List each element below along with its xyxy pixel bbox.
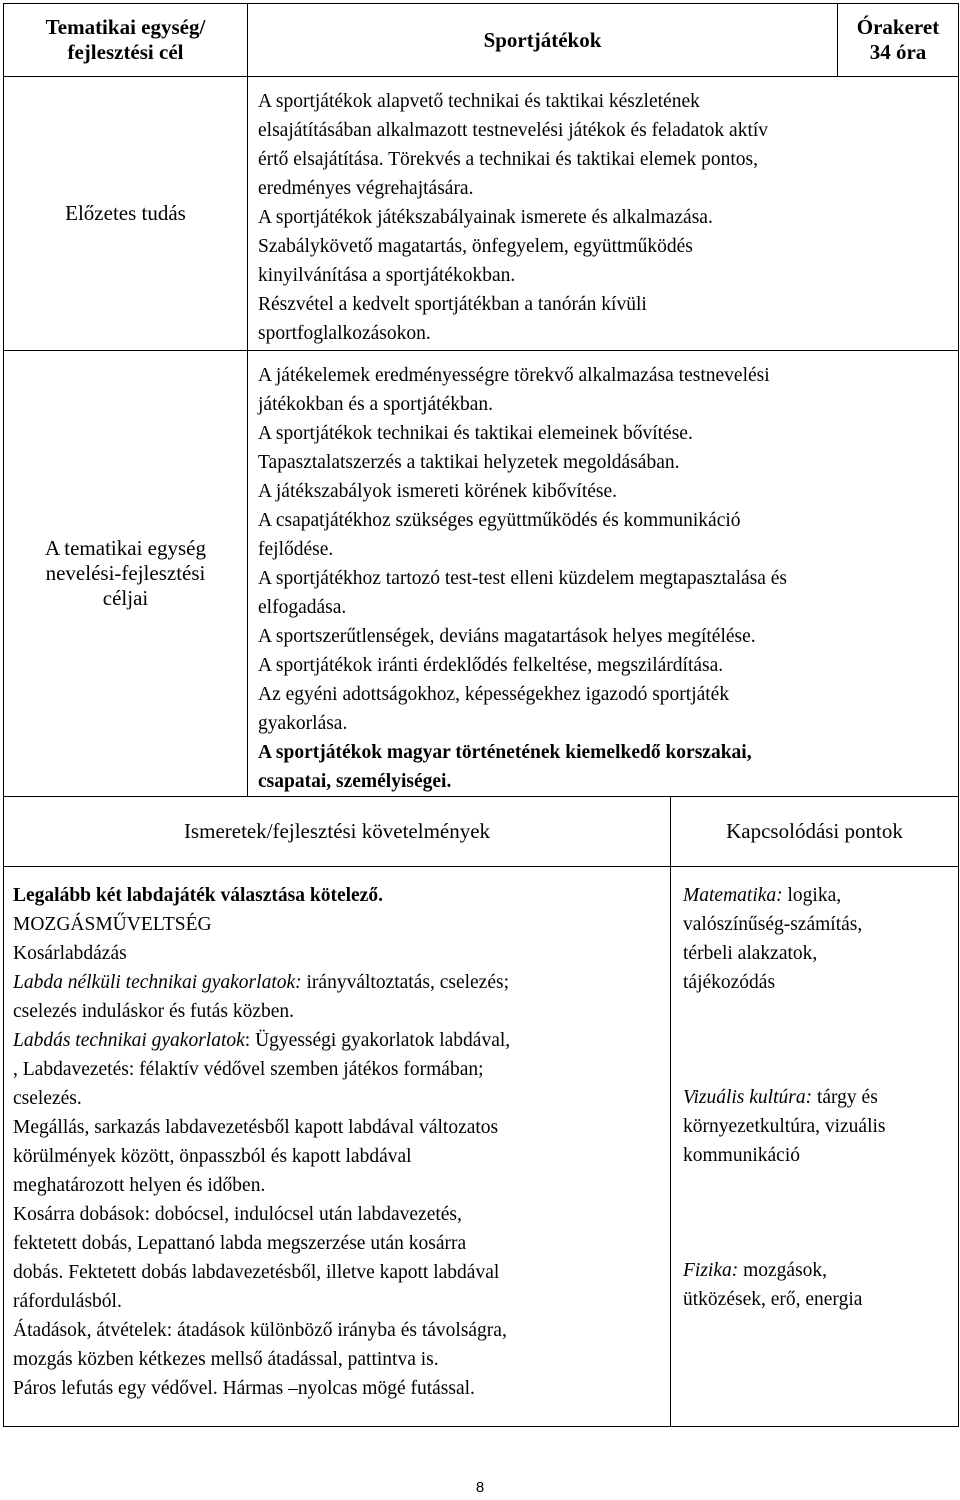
goals-label-line1: A tematikai egység	[45, 536, 206, 560]
prior-line: értő elsajátítása. Törekvés a technikai és taktikai elemek pontos,	[258, 149, 758, 170]
table-border-right	[958, 3, 959, 1427]
requirements-line: fektetett dobás, Lepattanó labda megszerzése után kosárra	[13, 1233, 467, 1254]
requirements-italic-term: Labdás technikai gyakorlatok	[13, 1030, 245, 1051]
requirements-line: Kosárra dobások: dobócsel, indulócsel után labdavezetés,	[13, 1204, 462, 1225]
connection-line: környezetkultúra, vizuális	[683, 1116, 886, 1137]
connection-subject-visual: Vizuális kultúra:	[683, 1087, 813, 1108]
prior-line: A sportjátékok játékszabályainak ismerete és alkalmazása.	[258, 207, 713, 228]
connection-line: valószínűség-számítás,	[683, 914, 863, 935]
goals-label-cell	[4, 351, 247, 796]
requirements-line: dobás. Fektetett dobás labdavezetésből, illetve kapott labdával	[13, 1262, 500, 1283]
connections-content	[683, 881, 955, 1314]
hours-value: 34 óra	[869, 40, 927, 64]
page-title: Sportjátékok	[483, 27, 602, 52]
requirements-header-cell	[4, 797, 670, 866]
prior-line: kinyilvánítása a sportjátékokban.	[258, 265, 516, 286]
connection-subject-math: Matematika:	[683, 885, 783, 906]
prior-line: A sportjátékok alapvető technikai és taktikai készletének	[258, 91, 700, 112]
requirements-line: Megállás, sarkazás labdavezetésből kapott labdával változatos	[13, 1117, 499, 1138]
col-divider-connections	[670, 796, 671, 1427]
connection-line: térbeli alakzatok,	[683, 943, 818, 964]
requirements-category: MOZGÁSMŰVELTSÉG	[13, 914, 212, 935]
goal-line: elfogadása.	[258, 597, 347, 618]
requirements-line: Labda nélküli technikai gyakorlatok: irányváltoztatás, cselezés;	[13, 972, 509, 993]
goals-content	[258, 361, 948, 796]
prior-knowledge-label-cell	[4, 77, 247, 350]
hours-label: Órakeret	[856, 15, 940, 39]
prior-knowledge-content	[258, 87, 948, 348]
goal-line: A sportszerűtlenségek, deviáns magatartások helyes megítélése.	[258, 626, 756, 647]
header-topic-line2: fejlesztési cél	[67, 40, 184, 64]
requirements-header: Ismeretek/fejlesztési követelmények	[183, 819, 491, 843]
goal-line: gyakorlása.	[258, 713, 348, 734]
table-border-bottom	[3, 1426, 958, 1427]
goal-line: játékokban és a sportjátékban.	[258, 394, 493, 415]
connections-header-cell	[671, 797, 958, 866]
requirements-line: Átadások, átvételek: átadások különböző irányba és távolságra,	[13, 1320, 507, 1341]
header-hours-cell	[838, 4, 958, 76]
requirements-line: meghatározott helyen és időben.	[13, 1175, 266, 1196]
goal-line: A sportjátékok technikai és taktikai elemeinek bővítése.	[258, 423, 693, 444]
connection-line: kommunikáció	[683, 1145, 800, 1166]
requirements-italic-term: Labda nélküli technikai gyakorlatok:	[13, 972, 302, 993]
prior-knowledge-label: Előzetes tudás	[65, 201, 186, 225]
header-topic-line1: Tematikai egység/	[45, 15, 206, 39]
requirements-line: körülmények között, önpasszból és kapott labdával	[13, 1146, 412, 1167]
row-divider-subheaders	[3, 866, 958, 867]
requirements-line: cselezés induláskor és futás közben.	[13, 1001, 295, 1022]
goals-label-line2: nevelési-fejlesztési	[45, 561, 206, 585]
requirements-line: Labdás technikai gyakorlatok: Ügyességi gyakorlatok labdával,	[13, 1030, 511, 1051]
requirements-sport: Kosárlabdázás	[13, 943, 127, 964]
goal-bold-line: A sportjátékok magyar történetének kiemelkedő korszakai,	[258, 742, 752, 763]
requirements-line: ráfordulásból.	[13, 1291, 122, 1312]
requirements-line: , Labdavezetés: félaktív védővel szemben játékos formában;	[13, 1059, 484, 1080]
connection-math: Matematika: logika, valószínűség-számítás, térbeli alakzatok, tájékozódás	[683, 881, 955, 997]
goal-line: Tapasztalatszerzés a taktikai helyzetek megoldásában.	[258, 452, 680, 473]
header-title-cell	[248, 4, 837, 76]
requirements-line: Páros lefutás egy védővel. Hármas –nyolcas mögé futással.	[13, 1378, 475, 1399]
connection-line: ütközések, erő, energia	[683, 1289, 863, 1310]
prior-line: elsajátításában alkalmazott testnevelési játékok és feladatok aktív	[258, 120, 769, 141]
connection-line: tájékozódás	[683, 972, 776, 993]
requirements-line: mozgás közben kétkezes mellső átadással, pattintva is.	[13, 1349, 439, 1370]
requirements-intro: Legalább két labdajáték választása kötelező.	[13, 885, 383, 906]
goal-bold-line: csapatai, személyiségei.	[258, 771, 452, 792]
goal-line: A sportjátékok iránti érdeklődés felkeltése, megszilárdítása.	[258, 655, 724, 676]
connections-header: Kapcsolódási pontok	[726, 819, 903, 843]
requirements-line: cselezés.	[13, 1088, 82, 1109]
page-number: 8	[475, 1479, 485, 1496]
connection-subject-physics: Fizika:	[683, 1260, 739, 1281]
connection-physics: Fizika: mozgások, ütközések, erő, energia	[683, 1256, 955, 1314]
requirements-content	[13, 881, 668, 1403]
prior-line: Szabálykövető magatartás, önfegyelem, együttműködés	[258, 236, 693, 257]
goals-label-line3: céljai	[102, 586, 149, 610]
prior-line: eredményes végrehajtására.	[258, 178, 474, 199]
goal-line: Az egyéni adottságokhoz, képességekhez igazodó sportjáték	[258, 684, 730, 705]
prior-line: sportfoglalkozásokon.	[258, 323, 431, 344]
connection-visual: Vizuális kultúra: tárgy és környezetkultúra, vizuális kommunikáció	[683, 1083, 955, 1170]
goal-line: A játékszabályok ismereti körének kibővítése.	[258, 481, 618, 502]
goal-line: fejlődése.	[258, 539, 334, 560]
header-topic-cell	[4, 4, 247, 76]
goal-line: A játékelemek eredményességre törekvő alkalmazása testnevelési	[258, 365, 770, 386]
col-divider-labels	[247, 3, 248, 797]
goal-line: A csapatjátékhoz szükséges együttműködés és kommunikáció	[258, 510, 741, 531]
prior-line: Részvétel a kedvelt sportjátékban a tanórán kívüli	[258, 294, 647, 315]
goal-line: A sportjátékhoz tartozó test-test elleni küzdelem megtapasztalása és	[258, 568, 788, 589]
